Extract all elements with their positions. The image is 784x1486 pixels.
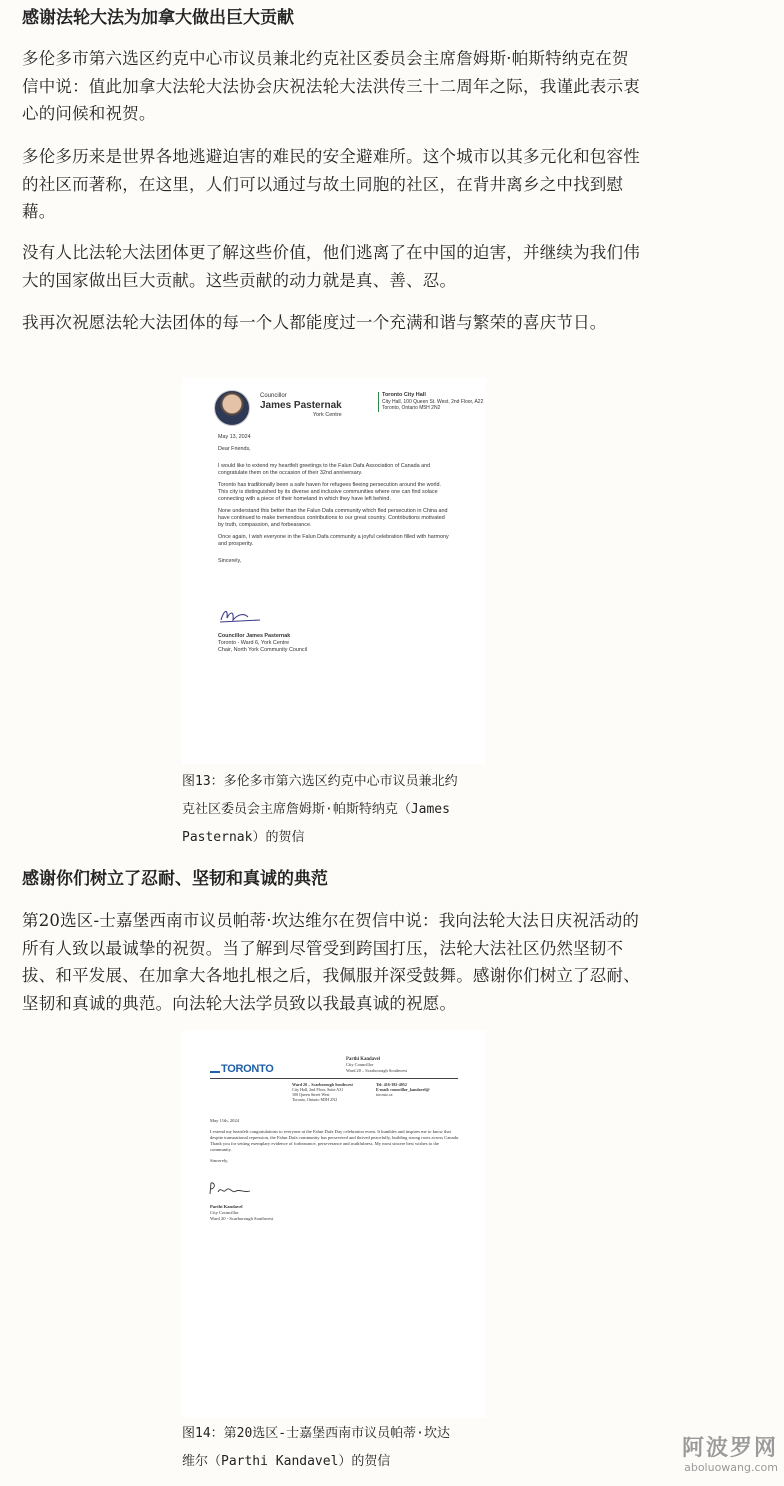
paragraph: 第20选区-士嘉堡西南市议员帕蒂·坎达维尔在贺信中说：我向法轮大法日庆祝活动的所有人致以最诚挚的祝贺。当了解到尽管受到跨国打压，法轮大法社区仍然坚韧不拔、和平发展、在加拿大各地扎根之后，我佩服并深受鼓舞。感谢你们树立了忍耐、坚韧和真诚的典范。向法轮大法学员致以我最真诚的祝愿。 xyxy=(22,911,640,1013)
watermark-cn: 阿波罗网 xyxy=(681,1436,778,1461)
address-line: Toronto, Ontario M5H 2N2 xyxy=(292,1097,338,1102)
letter-paragraph: I extend my heartfelt congratulations to everyone at the Falun Dafa Day celebration event. It humbles and inspires me to know that despite transnational repression, the Falun Dafa community has persevered and thrived peacefully, building strong roots across Canada. Thank you for setting exemplary evidence of forbearance, perseverance and truthfulness. My most sincere best wishes to the community. xyxy=(210,1129,460,1152)
riding: York Centre xyxy=(312,412,342,418)
signer-line: City Councillor xyxy=(210,1209,239,1215)
letter-image-pasternak[interactable] xyxy=(182,378,486,764)
figure-caption-13 xyxy=(182,768,482,852)
email-domain: toronto.ca xyxy=(376,1092,393,1097)
councillor-portrait xyxy=(214,390,250,426)
address-line: 100 Queen Street West xyxy=(292,1092,330,1097)
letter-signer xyxy=(210,1204,273,1221)
hall-title: Toronto City Hall xyxy=(382,392,426,398)
letter-image-kandavel[interactable] xyxy=(182,1030,486,1418)
section-heading-1: 感谢法轮大法为加拿大做出巨大贡献 xyxy=(22,8,294,28)
letter-greeting: Dear Friends, xyxy=(218,446,251,452)
watermark-url: aboluowang.com xyxy=(684,1461,778,1474)
toronto-logo xyxy=(210,1060,274,1075)
signer-line: Ward 20 - Scarborough Southwest xyxy=(210,1215,274,1221)
letter-paragraph: Once again, I wish everyone in the Falun Dafa community a joyful celebration filled with harmony and prosperity. xyxy=(218,534,449,547)
phone: Tel: 416-392-4052 xyxy=(376,1082,407,1087)
paragraph: 多伦多历来是世界各地逃避迫害的难民的安全避难所。这个城市以其多元化和包容性的社区而著称，在这里，人们可以通过与故土同胞的社区，在背井离乡之中找到慰藉。 xyxy=(22,147,640,221)
signature-image xyxy=(206,1180,256,1198)
caption-line: 克社区委员会主席詹姆斯·帕斯特纳克（James xyxy=(182,802,450,817)
letter-date: May 11th, 2024 xyxy=(210,1118,240,1123)
letter-body xyxy=(210,1118,460,1169)
hall-line: City Hall, 100 Queen St. West, 2nd Floor, A22 xyxy=(382,398,484,405)
councillor-title: City Councillor xyxy=(346,1062,374,1068)
city-skyline-icon xyxy=(210,1060,220,1073)
signer-name: Councillor James Pasternak xyxy=(218,633,291,639)
figure-caption-14 xyxy=(182,1420,482,1476)
letter-signer xyxy=(218,633,307,654)
signature-image xyxy=(218,606,262,626)
letterhead-contact xyxy=(376,1082,430,1097)
letterhead-address xyxy=(292,1082,353,1102)
signer-name: Parthi Kandavel xyxy=(210,1204,243,1209)
address-line: City Hall, 2nd Floor, Suite A31 xyxy=(292,1087,344,1092)
letter-paragraph: Toronto has traditionally been a safe haven for refugees fleeing persecution around the world. This city is distinguished by its diverse and inclusive communities where one can find solace connecting with a piece of their homeland in which they have left behind. xyxy=(218,482,441,502)
paragraph: 我再次祝愿法轮大法团体的每一个人都能度过一个充满和谐与繁荣的喜庆节日。 xyxy=(22,313,607,332)
logo-text: TORONTO xyxy=(221,1063,274,1075)
letterhead-divider xyxy=(210,1078,458,1079)
letterhead-councillor xyxy=(346,1056,407,1073)
paragraph: 多伦多市第六选区约克中心市议员兼北约克社区委员会主席詹姆斯·帕斯特纳克在贺信中说：值此加拿大法轮大法协会庆祝法轮大法洪传三十二周年之际，我谨此表示衷心的问候和祝贺。 xyxy=(22,49,640,123)
councillor-name: Parthi Kandavel xyxy=(346,1057,380,1062)
letter-paragraph: I would like to extend my heartfelt greetings to the Falun Dafa Association of Canada and congratulate them on the occasion of their 32nd anniversary. xyxy=(218,463,431,476)
caption-line: Pasternak）的贺信 xyxy=(182,830,305,845)
letter-paragraph: None understand this better than the Falun Dafa community which fled persecution in China and have continued to make tremendous contributions to our great country. Contributions motivated by truth, compassion, and forbearance. xyxy=(218,508,448,528)
letter-date: May 13, 2024 xyxy=(218,434,251,440)
letter-closing: Sincerely, xyxy=(210,1158,229,1163)
councillor-ward: Ward 20 – Scarborough Southwest xyxy=(346,1067,408,1073)
signer-line: Toronto - Ward 6, York Centre xyxy=(218,640,290,646)
caption-line: 维尔（Parthi Kandavel）的贺信 xyxy=(182,1454,391,1469)
address-title: Ward 20 – Scarborough Southwest xyxy=(292,1082,353,1087)
signer-line: Chair, North York Community Council xyxy=(218,647,307,653)
letter-body xyxy=(218,434,450,570)
hall-line: Toronto, Ontario M5H 2N2 xyxy=(382,405,441,411)
caption-line: 图14：第20选区-士嘉堡西南市议员帕蒂·坎达 xyxy=(182,1426,450,1441)
letterhead-address xyxy=(378,392,483,412)
caption-line: 图13：多伦多市第六选区约克中心市议员兼北约 xyxy=(182,774,458,789)
councillor-name: James Pasternak xyxy=(260,400,342,411)
letterhead-office xyxy=(260,392,342,419)
letter-closing: Sincerely, xyxy=(218,558,242,564)
councillor-label: Councillor xyxy=(260,393,287,399)
section-heading-2: 感谢你们树立了忍耐、坚韧和真诚的典范 xyxy=(22,869,328,889)
site-watermark xyxy=(682,1436,778,1474)
paragraph: 没有人比法轮大法团体更了解这些价值，他们逃离了在中国的迫害，并继续为我们伟大的国家做出巨大贡献。这些贡献的动力就是真、善、忍。 xyxy=(22,243,640,290)
email: E-mail: councillor_kandavel@ xyxy=(376,1087,430,1092)
